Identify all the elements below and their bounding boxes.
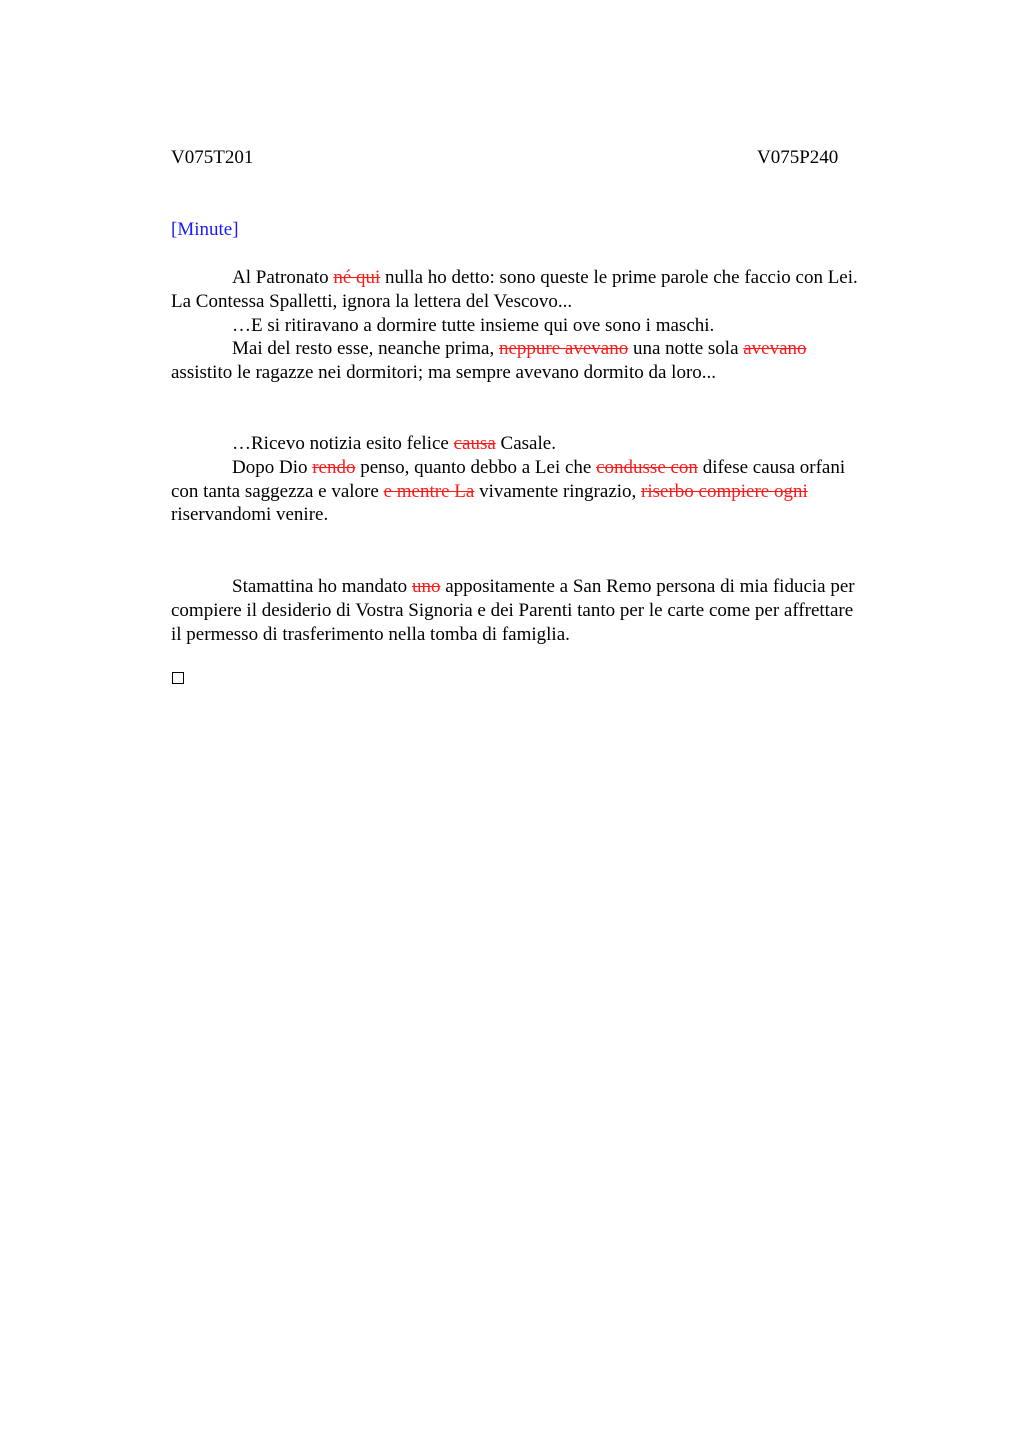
text-line: assistito le ragazze nei dormitori; ma sempre avevano dormito da loro... <box>171 362 717 384</box>
text-line: La Contessa Spalletti, ignora la lettera del Vescovo... <box>171 290 573 312</box>
text-line: …Ricevo notizia esito felice causa Casale. <box>232 433 556 454</box>
paragraph-block-1 <box>171 266 931 385</box>
checkbox-square[interactable] <box>172 672 184 684</box>
paragraph-block-2 <box>171 432 931 527</box>
text-line: Dopo Dio rendo penso, quanto debbo a Lei che condusse con difese causa orfani <box>232 456 846 478</box>
deleted-text: riserbo compiere ogni <box>641 480 808 502</box>
deleted-text: uno <box>411 576 441 597</box>
deleted-text: rendo <box>312 456 356 478</box>
deleted-text: né qui <box>333 267 381 288</box>
paragraph-block-3 <box>171 575 931 646</box>
text-line: compiere il desiderio di Vostra Signoria e dei Parenti tanto per le carte come per affrettare <box>171 599 854 621</box>
deleted-text: avevano <box>743 338 807 360</box>
deleted-text: condusse con <box>596 456 698 478</box>
deleted-text: causa <box>453 433 496 454</box>
deleted-text: e mentre La <box>383 480 475 502</box>
text-line: …E si ritiravano a dormire tutte insieme qui ove sono i maschi. <box>232 314 715 336</box>
deleted-text: neppure avevano <box>498 338 629 360</box>
text-line: con tanta saggezza e valore e mentre La vivamente ringrazio, riserbo compiere ogni <box>171 480 808 502</box>
text-line: Mai del resto esse, neanche prima, neppure avevano una notte sola avevano <box>232 338 807 360</box>
left-code: V075T201 <box>171 147 254 168</box>
right-code: V075P240 <box>757 147 839 168</box>
section-title: [Minute] <box>171 219 239 240</box>
text-line: Al Patronato né qui nulla ho detto: sono queste le prime parole che faccio con Lei. <box>232 267 858 288</box>
text-line: Stamattina ho mandato uno appositamente a San Remo persona di mia fiducia per <box>232 576 855 597</box>
text-line: riservandomi venire. <box>171 504 329 526</box>
text-line: il permesso di trasferimento nella tomba di famiglia. <box>171 623 570 645</box>
